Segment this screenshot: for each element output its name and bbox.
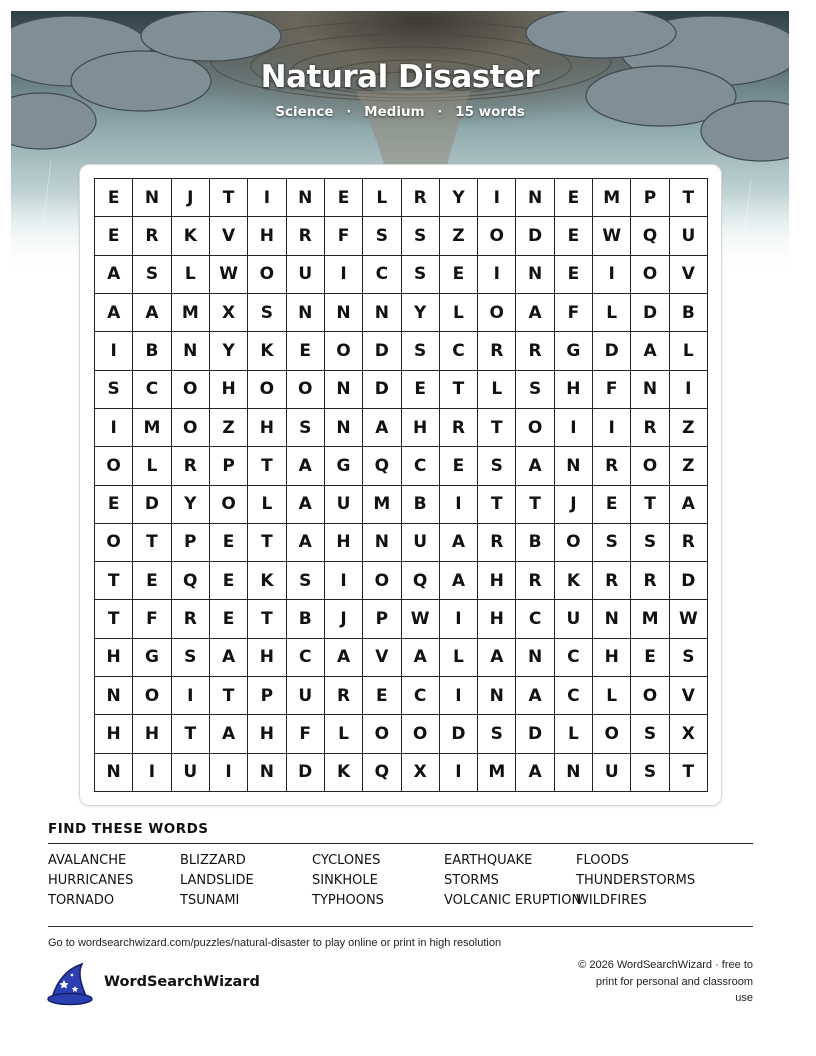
grid-cell[interactable]: Z bbox=[670, 447, 708, 485]
word-list-item: EARTHQUAKE bbox=[444, 853, 533, 868]
grid-cell[interactable]: F bbox=[287, 715, 325, 753]
grid-cell[interactable]: O bbox=[172, 409, 210, 447]
grid-cell[interactable]: E bbox=[210, 600, 248, 638]
grid-cell[interactable]: U bbox=[325, 486, 363, 524]
grid-cell[interactable]: D bbox=[440, 715, 478, 753]
grid-cell[interactable]: A bbox=[440, 524, 478, 562]
grid-cell[interactable]: T bbox=[248, 447, 286, 485]
grid-cell[interactable]: B bbox=[402, 486, 440, 524]
grid-cell[interactable]: E bbox=[440, 447, 478, 485]
grid-cell[interactable]: R bbox=[402, 179, 440, 217]
grid-cell[interactable]: N bbox=[631, 371, 669, 409]
divider bbox=[48, 843, 753, 844]
grid-cell[interactable]: C bbox=[287, 639, 325, 677]
word-list-item: BLIZZARD bbox=[180, 853, 246, 868]
meta-separator: · bbox=[346, 104, 352, 120]
grid-cell[interactable]: G bbox=[133, 639, 171, 677]
grid-cell[interactable]: M bbox=[593, 179, 631, 217]
grid-cell[interactable]: D bbox=[363, 371, 401, 409]
grid-cell[interactable]: A bbox=[631, 332, 669, 370]
grid-cell[interactable]: N bbox=[555, 447, 593, 485]
grid-cell[interactable]: R bbox=[631, 562, 669, 600]
grid-cell[interactable]: S bbox=[670, 639, 708, 677]
grid-cell[interactable]: H bbox=[210, 371, 248, 409]
grid-cell[interactable]: J bbox=[555, 486, 593, 524]
grid-cell[interactable]: H bbox=[248, 409, 286, 447]
grid-cell[interactable]: I bbox=[440, 677, 478, 715]
grid-cell[interactable]: E bbox=[593, 486, 631, 524]
grid-cell[interactable]: D bbox=[631, 294, 669, 332]
grid-cell[interactable]: T bbox=[631, 486, 669, 524]
word-list bbox=[48, 853, 753, 908]
grid-cell[interactable]: M bbox=[172, 294, 210, 332]
grid-cell[interactable]: A bbox=[95, 256, 133, 294]
grid-cell[interactable]: W bbox=[670, 600, 708, 638]
grid-cell[interactable]: A bbox=[440, 562, 478, 600]
grid-cell[interactable]: P bbox=[210, 447, 248, 485]
grid-cell[interactable]: Z bbox=[440, 217, 478, 255]
grid-cell[interactable]: N bbox=[516, 256, 554, 294]
grid-cell[interactable]: Y bbox=[210, 332, 248, 370]
grid-cell[interactable]: I bbox=[325, 256, 363, 294]
grid-cell[interactable]: Z bbox=[670, 409, 708, 447]
grid-cell[interactable]: A bbox=[287, 447, 325, 485]
word-list-item: TSUNAMI bbox=[180, 893, 240, 908]
grid-cell[interactable]: N bbox=[95, 754, 133, 792]
puzzle-meta bbox=[0, 104, 800, 120]
grid-cell[interactable]: O bbox=[325, 332, 363, 370]
puzzle-title: Natural Disaster bbox=[260, 59, 540, 95]
grid-cell[interactable]: I bbox=[95, 409, 133, 447]
grid-cell[interactable]: A bbox=[325, 639, 363, 677]
grid-cell[interactable]: N bbox=[555, 754, 593, 792]
grid-cell[interactable]: J bbox=[172, 179, 210, 217]
grid-cell[interactable]: N bbox=[287, 179, 325, 217]
grid-cell[interactable]: Q bbox=[363, 754, 401, 792]
grid-cell[interactable]: H bbox=[248, 639, 286, 677]
grid-cell[interactable]: L bbox=[325, 715, 363, 753]
grid-cell[interactable]: N bbox=[172, 332, 210, 370]
puzzle-subject: Science bbox=[275, 104, 334, 120]
grid-cell[interactable]: R bbox=[516, 562, 554, 600]
grid-cell[interactable]: O bbox=[593, 715, 631, 753]
grid-cell[interactable]: A bbox=[670, 486, 708, 524]
grid-cell[interactable]: B bbox=[287, 600, 325, 638]
grid-cell[interactable]: R bbox=[133, 217, 171, 255]
grid-cell[interactable]: H bbox=[133, 715, 171, 753]
grid-cell[interactable]: M bbox=[363, 486, 401, 524]
grid-cell[interactable]: P bbox=[248, 677, 286, 715]
grid-cell[interactable]: F bbox=[593, 371, 631, 409]
grid-cell[interactable]: L bbox=[440, 294, 478, 332]
grid-cell[interactable]: D bbox=[133, 486, 171, 524]
grid-cell[interactable]: O bbox=[555, 524, 593, 562]
grid-cell[interactable]: V bbox=[670, 256, 708, 294]
wizard-hat-icon bbox=[46, 962, 94, 1006]
grid-cell[interactable]: T bbox=[210, 179, 248, 217]
grid-cell[interactable]: I bbox=[593, 409, 631, 447]
grid-cell[interactable]: I bbox=[325, 562, 363, 600]
grid-cell[interactable]: N bbox=[95, 677, 133, 715]
grid-cell[interactable]: A bbox=[210, 639, 248, 677]
grid-cell[interactable]: T bbox=[172, 715, 210, 753]
word-list-item: WILDFIRES bbox=[576, 893, 647, 908]
grid-cell[interactable]: B bbox=[670, 294, 708, 332]
grid-cell[interactable]: N bbox=[363, 294, 401, 332]
grid-cell[interactable]: O bbox=[248, 371, 286, 409]
grid-cell[interactable]: D bbox=[287, 754, 325, 792]
grid-cell[interactable]: N bbox=[593, 600, 631, 638]
grid-cell[interactable]: I bbox=[478, 179, 516, 217]
grid-cell[interactable]: E bbox=[363, 677, 401, 715]
grid-cell[interactable]: S bbox=[402, 332, 440, 370]
grid-cell[interactable]: G bbox=[325, 447, 363, 485]
grid-cell[interactable]: N bbox=[325, 294, 363, 332]
grid-cell[interactable]: D bbox=[516, 217, 554, 255]
grid-cell[interactable]: K bbox=[555, 562, 593, 600]
letter-grid bbox=[94, 178, 708, 792]
grid-cell[interactable]: D bbox=[593, 332, 631, 370]
grid-cell[interactable]: I bbox=[133, 754, 171, 792]
grid-cell[interactable]: T bbox=[95, 600, 133, 638]
grid-cell[interactable]: U bbox=[402, 524, 440, 562]
grid-cell[interactable]: I bbox=[172, 677, 210, 715]
grid-cell[interactable]: K bbox=[248, 562, 286, 600]
word-list-item: TORNADO bbox=[48, 893, 115, 908]
grid-cell[interactable]: H bbox=[593, 639, 631, 677]
grid-cell[interactable]: O bbox=[631, 677, 669, 715]
grid-cell[interactable]: U bbox=[593, 754, 631, 792]
grid-cell[interactable]: C bbox=[555, 677, 593, 715]
grid-cell[interactable]: S bbox=[478, 447, 516, 485]
grid-cell[interactable]: A bbox=[95, 294, 133, 332]
grid-cell[interactable]: T bbox=[516, 486, 554, 524]
grid-cell[interactable]: H bbox=[478, 600, 516, 638]
grid-cell[interactable]: S bbox=[133, 256, 171, 294]
grid-cell[interactable]: F bbox=[555, 294, 593, 332]
grid-cell[interactable]: A bbox=[287, 486, 325, 524]
grid-cell[interactable]: H bbox=[402, 409, 440, 447]
grid-cell[interactable]: H bbox=[478, 562, 516, 600]
grid-cell[interactable]: R bbox=[593, 447, 631, 485]
grid-cell[interactable]: S bbox=[402, 256, 440, 294]
grid-cell[interactable]: O bbox=[363, 715, 401, 753]
grid-cell[interactable]: K bbox=[172, 217, 210, 255]
grid-cell[interactable]: O bbox=[478, 217, 516, 255]
grid-cell[interactable]: S bbox=[631, 754, 669, 792]
grid-cell[interactable]: O bbox=[172, 371, 210, 409]
grid-cell[interactable]: Q bbox=[631, 217, 669, 255]
grid-cell[interactable]: O bbox=[516, 409, 554, 447]
grid-cell[interactable]: E bbox=[555, 179, 593, 217]
grid-cell[interactable]: C bbox=[363, 256, 401, 294]
grid-cell[interactable]: Y bbox=[172, 486, 210, 524]
grid-cell[interactable]: R bbox=[172, 600, 210, 638]
grid-cell[interactable]: A bbox=[210, 715, 248, 753]
grid-cell[interactable]: N bbox=[325, 371, 363, 409]
grid-cell[interactable]: Q bbox=[172, 562, 210, 600]
word-list-item: AVALANCHE bbox=[48, 853, 127, 868]
grid-cell[interactable]: T bbox=[248, 524, 286, 562]
grid-cell[interactable]: H bbox=[555, 371, 593, 409]
grid-cell[interactable]: M bbox=[133, 409, 171, 447]
grid-cell[interactable]: L bbox=[593, 294, 631, 332]
grid-cell[interactable]: Q bbox=[402, 562, 440, 600]
grid-cell[interactable]: Q bbox=[363, 447, 401, 485]
grid-cell[interactable]: X bbox=[670, 715, 708, 753]
grid-cell[interactable]: L bbox=[133, 447, 171, 485]
grid-cell[interactable]: L bbox=[440, 639, 478, 677]
brand-name: WordSearchWizard bbox=[104, 974, 260, 990]
word-list-item: LANDSLIDE bbox=[180, 873, 254, 888]
grid-cell[interactable]: L bbox=[363, 179, 401, 217]
word-list-heading: FIND THESE WORDS bbox=[48, 821, 209, 837]
grid-cell[interactable]: P bbox=[363, 600, 401, 638]
grid-cell[interactable]: R bbox=[478, 524, 516, 562]
grid-cell[interactable]: O bbox=[631, 256, 669, 294]
puzzle-word-count: 15 words bbox=[455, 104, 525, 120]
grid-cell[interactable]: L bbox=[248, 486, 286, 524]
grid-cell[interactable]: K bbox=[325, 754, 363, 792]
grid-cell[interactable]: X bbox=[210, 294, 248, 332]
grid-cell[interactable]: A bbox=[402, 639, 440, 677]
grid-cell[interactable]: O bbox=[210, 486, 248, 524]
grid-cell[interactable]: U bbox=[555, 600, 593, 638]
grid-cell[interactable]: S bbox=[363, 217, 401, 255]
grid-cell[interactable]: N bbox=[287, 294, 325, 332]
word-list-item: FLOODS bbox=[576, 853, 629, 868]
grid-cell[interactable]: S bbox=[593, 524, 631, 562]
grid-cell[interactable]: D bbox=[516, 715, 554, 753]
meta-separator: · bbox=[437, 104, 443, 120]
grid-cell[interactable]: A bbox=[478, 639, 516, 677]
grid-cell[interactable]: U bbox=[172, 754, 210, 792]
grid-cell[interactable]: L bbox=[478, 371, 516, 409]
grid-cell[interactable]: E bbox=[95, 217, 133, 255]
grid-cell[interactable]: R bbox=[172, 447, 210, 485]
grid-cell[interactable]: I bbox=[95, 332, 133, 370]
grid-cell[interactable]: I bbox=[670, 371, 708, 409]
grid-cell[interactable]: H bbox=[95, 639, 133, 677]
grid-cell[interactable]: A bbox=[516, 677, 554, 715]
word-list-item: SINKHOLE bbox=[312, 873, 378, 888]
grid-cell[interactable]: C bbox=[555, 639, 593, 677]
grid-cell[interactable]: L bbox=[555, 715, 593, 753]
grid-cell[interactable]: T bbox=[478, 409, 516, 447]
grid-cell[interactable]: J bbox=[325, 600, 363, 638]
grid-cell[interactable]: O bbox=[402, 715, 440, 753]
grid-cell[interactable]: S bbox=[631, 715, 669, 753]
grid-cell[interactable]: Y bbox=[402, 294, 440, 332]
grid-cell[interactable]: M bbox=[478, 754, 516, 792]
grid-cell[interactable]: L bbox=[593, 677, 631, 715]
grid-cell[interactable]: N bbox=[516, 639, 554, 677]
grid-cell[interactable]: S bbox=[248, 294, 286, 332]
grid-cell[interactable]: D bbox=[670, 562, 708, 600]
grid-cell[interactable]: Y bbox=[440, 179, 478, 217]
grid-cell[interactable]: R bbox=[593, 562, 631, 600]
grid-cell[interactable]: U bbox=[670, 217, 708, 255]
grid-cell[interactable]: T bbox=[133, 524, 171, 562]
grid-cell[interactable]: O bbox=[363, 562, 401, 600]
grid-cell[interactable]: A bbox=[516, 294, 554, 332]
grid-cell[interactable]: S bbox=[631, 524, 669, 562]
grid-cell[interactable]: O bbox=[95, 524, 133, 562]
grid-cell[interactable]: B bbox=[516, 524, 554, 562]
word-list-item: STORMS bbox=[444, 873, 499, 888]
grid-cell[interactable]: B bbox=[133, 332, 171, 370]
divider bbox=[48, 926, 753, 927]
grid-cell[interactable]: T bbox=[670, 754, 708, 792]
grid-cell[interactable]: C bbox=[516, 600, 554, 638]
word-list-item: CYCLONES bbox=[312, 853, 381, 868]
grid-cell[interactable]: I bbox=[440, 600, 478, 638]
grid-cell[interactable]: O bbox=[248, 256, 286, 294]
grid-cell[interactable]: W bbox=[593, 217, 631, 255]
grid-cell[interactable]: X bbox=[402, 754, 440, 792]
grid-cell[interactable]: T bbox=[95, 562, 133, 600]
grid-cell[interactable]: I bbox=[478, 256, 516, 294]
grid-cell[interactable]: E bbox=[555, 256, 593, 294]
grid-cell[interactable]: P bbox=[172, 524, 210, 562]
word-list-item: THUNDERSTORMS bbox=[576, 873, 696, 888]
grid-cell[interactable]: R bbox=[325, 677, 363, 715]
grid-cell[interactable]: S bbox=[516, 371, 554, 409]
grid-cell[interactable]: V bbox=[670, 677, 708, 715]
grid-cell[interactable]: P bbox=[631, 179, 669, 217]
grid-cell[interactable]: F bbox=[133, 600, 171, 638]
grid-cell[interactable]: L bbox=[670, 332, 708, 370]
grid-cell[interactable]: D bbox=[363, 332, 401, 370]
grid-cell[interactable]: R bbox=[670, 524, 708, 562]
grid-cell[interactable]: E bbox=[133, 562, 171, 600]
grid-cell[interactable]: N bbox=[516, 179, 554, 217]
grid-cell[interactable]: W bbox=[210, 256, 248, 294]
grid-cell[interactable]: S bbox=[287, 409, 325, 447]
grid-cell[interactable]: A bbox=[516, 447, 554, 485]
grid-cell[interactable]: A bbox=[133, 294, 171, 332]
word-list-item: TYPHOONS bbox=[312, 893, 384, 908]
grid-cell[interactable]: R bbox=[631, 409, 669, 447]
grid-cell[interactable]: C bbox=[402, 677, 440, 715]
grid-cell[interactable]: H bbox=[325, 524, 363, 562]
grid-cell[interactable]: F bbox=[325, 217, 363, 255]
grid-cell[interactable]: O bbox=[631, 447, 669, 485]
grid-cell[interactable]: N bbox=[363, 524, 401, 562]
grid-cell[interactable]: E bbox=[325, 179, 363, 217]
grid-cell[interactable]: O bbox=[287, 371, 325, 409]
grid-cell[interactable]: I bbox=[210, 754, 248, 792]
grid-cell[interactable]: E bbox=[95, 179, 133, 217]
grid-cell[interactable]: C bbox=[133, 371, 171, 409]
grid-cell[interactable]: I bbox=[440, 486, 478, 524]
grid-cell[interactable]: C bbox=[440, 332, 478, 370]
grid-cell[interactable]: M bbox=[631, 600, 669, 638]
grid-cell[interactable]: E bbox=[402, 371, 440, 409]
grid-cell[interactable]: A bbox=[516, 754, 554, 792]
grid-cell[interactable]: H bbox=[248, 715, 286, 753]
grid-cell[interactable]: N bbox=[478, 677, 516, 715]
grid-cell[interactable]: Z bbox=[210, 409, 248, 447]
grid-cell[interactable]: U bbox=[287, 256, 325, 294]
grid-cell[interactable]: R bbox=[516, 332, 554, 370]
word-list-item: HURRICANES bbox=[48, 873, 134, 888]
grid-cell[interactable]: K bbox=[248, 332, 286, 370]
play-online-link[interactable]: Go to wordsearchwizard.com/puzzles/natural-disaster to play online or print in high resolution bbox=[48, 937, 502, 949]
grid-cell[interactable]: S bbox=[478, 715, 516, 753]
grid-cell[interactable]: E bbox=[631, 639, 669, 677]
grid-cell[interactable]: U bbox=[287, 677, 325, 715]
grid-cell[interactable]: V bbox=[210, 217, 248, 255]
grid-cell[interactable]: E bbox=[95, 486, 133, 524]
grid-cell[interactable]: L bbox=[172, 256, 210, 294]
grid-cell[interactable]: S bbox=[287, 562, 325, 600]
grid-cell[interactable]: V bbox=[363, 639, 401, 677]
grid-cell[interactable]: I bbox=[440, 754, 478, 792]
grid-cell[interactable]: S bbox=[95, 371, 133, 409]
grid-cell[interactable]: O bbox=[478, 294, 516, 332]
grid-cell[interactable]: T bbox=[670, 179, 708, 217]
grid-cell[interactable]: H bbox=[248, 217, 286, 255]
grid-cell[interactable]: R bbox=[478, 332, 516, 370]
grid-cell[interactable]: R bbox=[440, 409, 478, 447]
grid-cell[interactable]: N bbox=[248, 754, 286, 792]
grid-cell[interactable]: E bbox=[440, 256, 478, 294]
grid-cell[interactable]: E bbox=[210, 524, 248, 562]
grid-cell[interactable]: T bbox=[478, 486, 516, 524]
grid-cell[interactable]: S bbox=[402, 217, 440, 255]
grid-cell[interactable]: E bbox=[210, 562, 248, 600]
grid-cell[interactable]: G bbox=[555, 332, 593, 370]
grid-cell[interactable]: I bbox=[593, 256, 631, 294]
grid-cell[interactable]: H bbox=[95, 715, 133, 753]
grid-cell[interactable]: T bbox=[210, 677, 248, 715]
grid-cell[interactable]: N bbox=[133, 179, 171, 217]
grid-cell[interactable]: A bbox=[363, 409, 401, 447]
copyright-notice: © 2026 WordSearchWizard · free to print for personal and classroom use bbox=[578, 959, 753, 1004]
grid-cell[interactable]: E bbox=[555, 217, 593, 255]
grid-cell[interactable]: E bbox=[287, 332, 325, 370]
grid-cell[interactable]: A bbox=[287, 524, 325, 562]
grid-cell[interactable]: C bbox=[402, 447, 440, 485]
grid-cell[interactable]: T bbox=[440, 371, 478, 409]
grid-cell[interactable]: S bbox=[172, 639, 210, 677]
grid-cell[interactable]: T bbox=[248, 600, 286, 638]
grid-cell[interactable]: W bbox=[402, 600, 440, 638]
grid-cell[interactable]: N bbox=[325, 409, 363, 447]
grid-cell[interactable]: O bbox=[133, 677, 171, 715]
grid-cell[interactable]: O bbox=[95, 447, 133, 485]
grid-cell[interactable]: I bbox=[248, 179, 286, 217]
puzzle-difficulty: Medium bbox=[364, 104, 425, 120]
grid-cell[interactable]: I bbox=[555, 409, 593, 447]
word-list-item: VOLCANIC ERUPTION bbox=[444, 893, 582, 908]
grid-cell[interactable]: R bbox=[287, 217, 325, 255]
